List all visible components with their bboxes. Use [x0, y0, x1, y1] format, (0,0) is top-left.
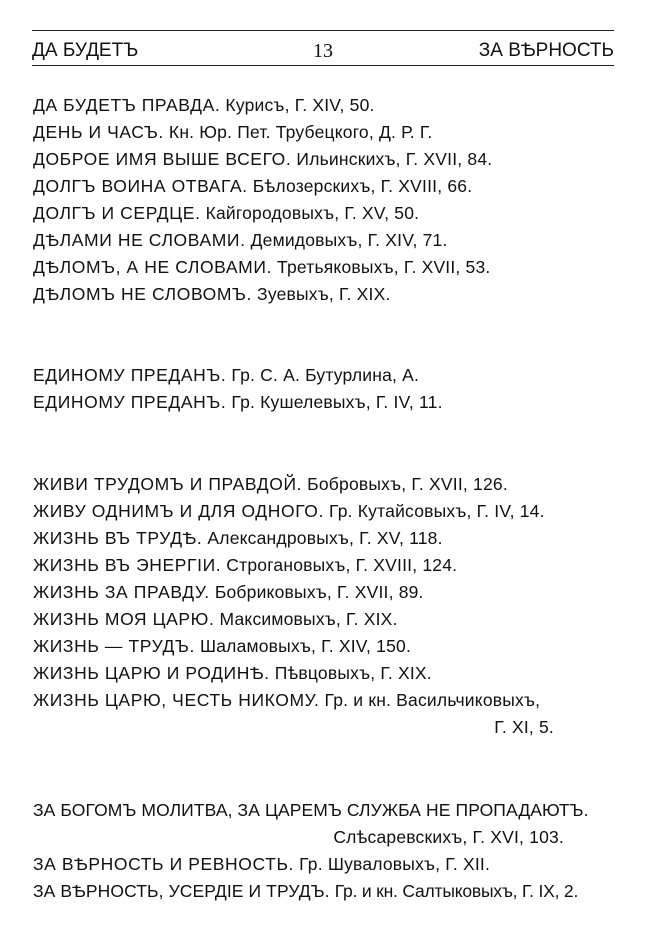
page-number: 13	[313, 40, 333, 62]
motto-text: ЖИЗНЬ ВЪ ЭНЕРГІИ.	[33, 555, 222, 575]
motto-source: Гр. Кушелевыхъ, Г. IV, 11.	[231, 392, 443, 412]
motto-source: Курисъ, Г. XIV, 50.	[225, 95, 375, 115]
motto-source: Кайгородовыхъ, Г. XV, 50.	[205, 203, 420, 223]
running-head-right: ЗА ВѢРНОСТЬ	[478, 40, 614, 61]
motto-source: Бѣлозерскихъ, Г. XVIII, 66.	[252, 176, 473, 196]
motto-entry	[33, 229, 616, 251]
motto-text: ЖИЗНЬ — ТРУДЪ.	[33, 636, 195, 656]
header-bottom-rule	[32, 65, 614, 66]
motto-source: Строгановыхъ, Г. XVIII, 124.	[226, 555, 458, 575]
motto-entry	[33, 689, 616, 711]
motto-source: Бобриковыхъ, Г. XVII, 89.	[214, 582, 424, 602]
motto-source: Пѣвцовыхъ, Г. XIX.	[274, 663, 432, 683]
motto-source: Бобровыхъ, Г. XVII, 126.	[307, 474, 508, 494]
motto-source: Ильинскихъ, Г. XVII, 84.	[296, 149, 493, 169]
motto-source: Максимовыхъ, Г. XIX.	[219, 609, 398, 629]
motto-text: ЗА ВѢРНОСТЬ, УСЕРДІЕ И ТРУДЪ.	[33, 881, 330, 901]
motto-source: Гр. и кн. Салтыковыхъ, Г. IX, 2.	[334, 881, 579, 901]
motto-source: Александровыхъ, Г. XV, 118.	[207, 528, 443, 548]
motto-entry	[33, 473, 616, 495]
motto-entry	[33, 202, 616, 224]
motto-source: Шаламовыхъ, Г. XIV, 150.	[200, 636, 412, 656]
page-header	[32, 34, 614, 66]
motto-entry	[33, 148, 616, 170]
motto-text: ЖИЗНЬ ВЪ ТРУДѢ.	[33, 528, 203, 548]
motto-source: Гр. Шуваловыхъ, Г. XII.	[299, 854, 491, 874]
motto-entry	[33, 527, 616, 549]
motto-entry	[33, 364, 616, 386]
motto-text: ДОЛГЪ И СЕРДЦЕ.	[33, 203, 201, 223]
motto-entry	[33, 121, 616, 143]
motto-text: ДА БУДЕТЪ ПРАВДА.	[33, 95, 221, 115]
motto-entry-continuation	[33, 826, 616, 848]
motto-text: ЖИВИ ТРУДОМЪ И ПРАВДОЙ.	[33, 474, 303, 494]
motto-source: Гр. С. А. Бутурлина, А.	[231, 365, 420, 385]
motto-entry	[33, 554, 616, 576]
motto-text: ДОЛГЪ ВОИНА ОТВАГА.	[33, 176, 248, 196]
motto-entry	[33, 391, 616, 413]
motto-entry	[33, 94, 616, 116]
motto-text: ДЕНЬ И ЧАСЪ.	[33, 122, 164, 142]
motto-source: Кн. Юр. Пет. Трубецкого, Д. Р. Г.	[168, 122, 433, 142]
motto-entry	[33, 175, 616, 197]
motto-source: Зуевыхъ, Г. XIX.	[257, 284, 391, 304]
motto-entry	[33, 608, 616, 630]
running-head-left: ДА БУДЕТЪ	[32, 40, 139, 61]
motto-text: ЖИЗНЬ ЦАРЮ И РОДИНѢ.	[33, 663, 270, 683]
motto-entry	[33, 662, 616, 684]
motto-text: ЖИЗНЬ ЗА ПРАВДУ.	[33, 582, 210, 602]
motto-entry	[33, 799, 616, 821]
motto-text: ЖИЗНЬ ЦАРЮ, ЧЕСТЬ НИКОМУ.	[33, 690, 320, 710]
motto-text: ЗА ВѢРНОСТЬ И РЕВНОСТЬ.	[33, 854, 295, 874]
motto-text: ДОБРОЕ ИМЯ ВЫШЕ ВСЕГО.	[33, 149, 292, 169]
motto-entry	[33, 500, 616, 522]
motto-text: ЗА БОГОМЪ МОЛИТВА, ЗА ЦАРЕМЪ СЛУЖБА НЕ ПРОПАДАЮТЪ.	[33, 800, 589, 820]
motto-text: ДѢЛАМИ НЕ СЛОВАМИ.	[33, 230, 246, 250]
motto-entry-continuation	[33, 716, 616, 738]
motto-source: Гр. и кн. Васильчиковыхъ,	[324, 690, 541, 710]
motto-text: ЖИВУ ОДНИМЪ И ДЛЯ ОДНОГО.	[33, 501, 324, 521]
motto-source: Гр. Кутайсовыхъ, Г. IV, 14.	[329, 501, 545, 521]
motto-entry	[33, 880, 616, 902]
motto-entry	[33, 853, 616, 875]
header-top-rule	[32, 30, 614, 31]
motto-source-continuation: Г. XI, 5.	[494, 717, 554, 737]
motto-text: ЕДИНОМУ ПРЕДАНЪ.	[33, 365, 227, 385]
motto-source: Третьяковыхъ, Г. XVII, 53.	[277, 257, 491, 277]
motto-text: ЕДИНОМУ ПРЕДАНЪ.	[33, 392, 227, 412]
motto-entry	[33, 256, 616, 278]
motto-text: ДѢЛОМЪ НЕ СЛОВОМЪ.	[33, 284, 252, 304]
motto-entry	[33, 283, 616, 305]
motto-source-continuation: Слѣсаревскихъ, Г. XVI, 103.	[333, 827, 564, 847]
motto-text: ЖИЗНЬ МОЯ ЦАРЮ.	[33, 609, 215, 629]
motto-source: Демидовыхъ, Г. XIV, 71.	[250, 230, 448, 250]
motto-entry	[33, 635, 616, 657]
motto-entry	[33, 581, 616, 603]
motto-text: ДѢЛОМЪ, А НЕ СЛОВАМИ.	[33, 257, 272, 277]
